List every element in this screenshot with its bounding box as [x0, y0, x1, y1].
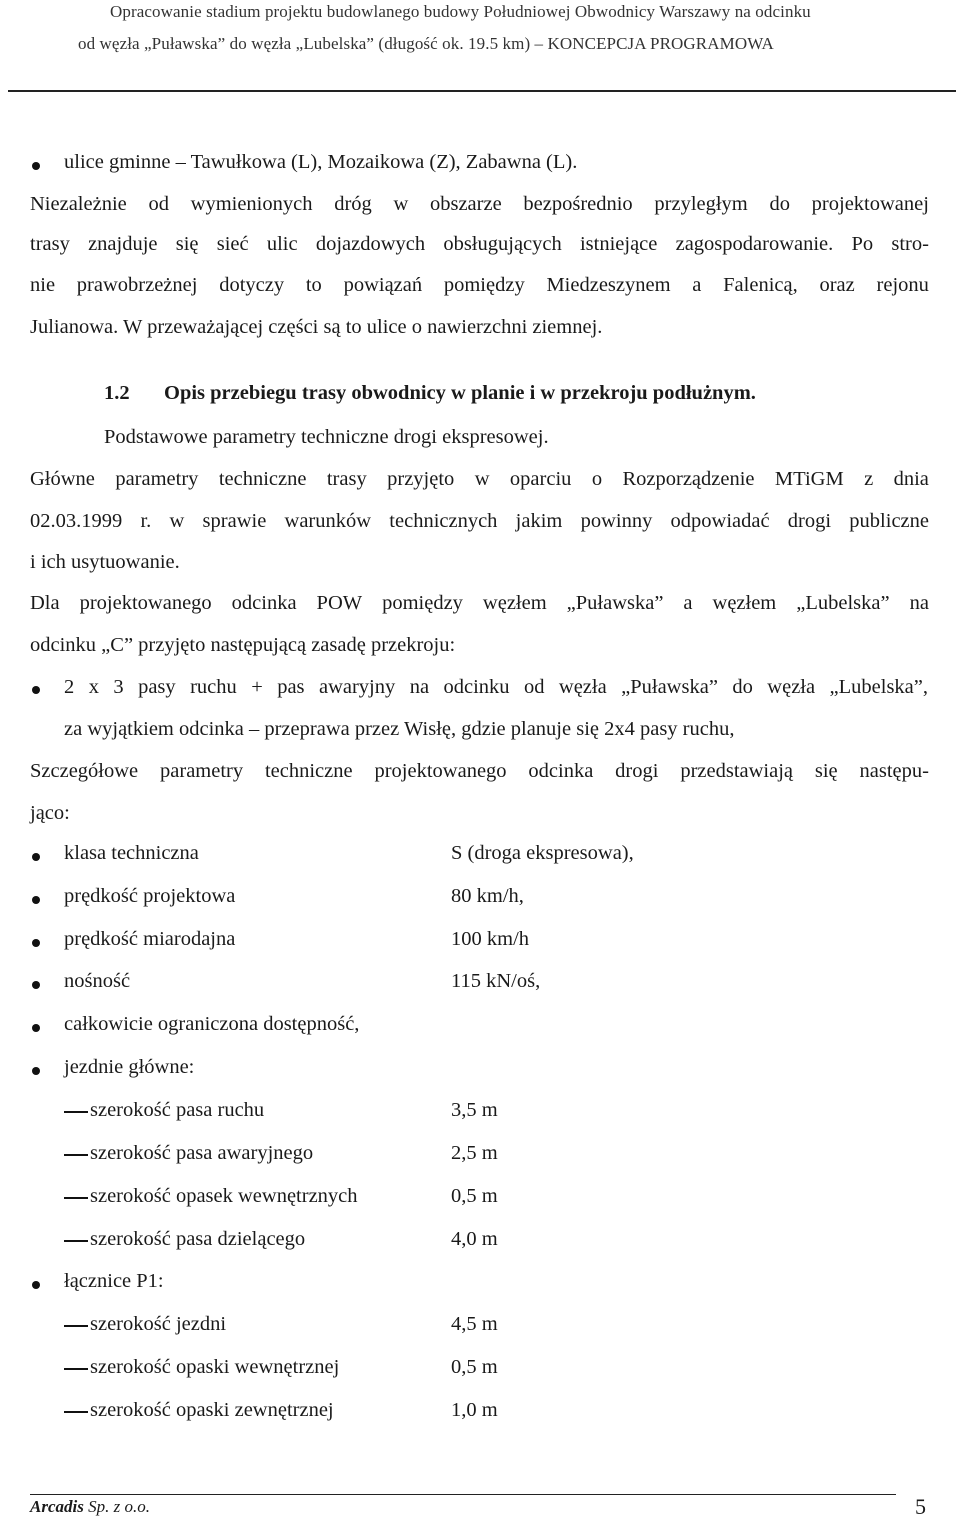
connector-label: łącznice P1:	[64, 1270, 164, 1292]
word: drogi	[787, 510, 832, 532]
word: trasy	[326, 468, 367, 490]
param-label: prędkość projektowa	[64, 885, 236, 907]
word: Główne	[30, 468, 95, 490]
connector-item-label: szerokość jezdni	[90, 1313, 227, 1335]
word: pas	[277, 676, 305, 698]
word: do	[732, 676, 753, 698]
word: przyległym	[654, 193, 748, 215]
section-number: 1.2	[104, 382, 130, 404]
word: nie	[30, 274, 56, 296]
bullet-icon	[32, 1281, 40, 1289]
word: Falenicą,	[723, 274, 798, 296]
param-value: 80 km/h,	[451, 885, 524, 907]
connector-item-value: 4,5 m	[451, 1313, 498, 1335]
word: węzła	[558, 676, 607, 698]
word: dojazdowych	[315, 233, 426, 255]
word: węzła	[767, 676, 816, 698]
word: projektowanego	[79, 592, 212, 614]
header-line-1: Opracowanie stadium projektu budowlanego budowy Południowej Obwodnicy Warszawy na odcinku	[110, 2, 811, 21]
word: oparciu	[509, 468, 572, 490]
word: przyjęto	[387, 468, 455, 490]
param-value: 100 km/h	[451, 928, 530, 950]
word: 02.03.1999	[30, 510, 123, 532]
word: to	[305, 274, 322, 296]
word: jakim	[515, 510, 563, 532]
word: warunków	[284, 510, 372, 532]
word: się	[814, 760, 838, 782]
word: następu-	[859, 760, 929, 782]
header-rule	[8, 90, 956, 92]
word: publiczne	[849, 510, 929, 532]
bullet-icon	[32, 981, 40, 989]
word: oraz	[819, 274, 855, 296]
carriageway-label: szerokość pasa ruchu	[90, 1099, 265, 1121]
word: pomiędzy	[443, 274, 525, 296]
word: awaryjny	[318, 676, 396, 698]
word: ulic	[266, 233, 298, 255]
carriageway-label: szerokość pasa dzielącego	[90, 1228, 306, 1250]
word: drogi	[615, 760, 659, 782]
param-label: klasa techniczna	[64, 842, 199, 864]
company-name: Arcadis	[30, 1497, 84, 1516]
connector-item-value: 1,0 m	[451, 1399, 498, 1421]
word: bezpośrednio	[523, 193, 633, 215]
word: Po	[851, 233, 874, 255]
word: dnia	[893, 468, 929, 490]
word: parametry	[160, 760, 244, 782]
header-line-2: od węzła „Puławska” do węzła „Lubelska” (długość ok. 19.5 km) – KONCEPCJA PROGRAMOWA	[78, 34, 774, 53]
footer-company	[30, 1497, 150, 1517]
word: o	[591, 468, 603, 490]
word: wymienionych	[190, 193, 313, 215]
param-label: jezdnie główne:	[64, 1056, 195, 1078]
word: na	[909, 592, 929, 614]
word: Rozporządzenie	[622, 468, 755, 490]
word: rejonu	[876, 274, 929, 296]
footer-rule	[30, 1494, 896, 1495]
word: Dla	[30, 592, 60, 614]
para1-line-4: Julianowa. W przeważającej części są to ulice o nawierzchni ziemnej.	[30, 316, 603, 338]
word: r.	[140, 510, 152, 532]
bullet-icon	[32, 1024, 40, 1032]
word: od	[148, 193, 169, 215]
word: powinny	[580, 510, 653, 532]
word: do	[769, 193, 790, 215]
word: parametry	[115, 468, 199, 490]
word: odpowiadać	[670, 510, 770, 532]
word: od	[523, 676, 545, 698]
param-label: nośność	[64, 970, 131, 992]
param-label: całkowicie ograniczona dostępność,	[64, 1013, 360, 1035]
word: odcinku	[443, 676, 510, 698]
word: z	[864, 468, 874, 490]
lanes-line-2: za wyjątkiem odcinka – przeprawa przez Wisłę, gdzie planuje się 2x4 pasy ruchu,	[64, 718, 735, 740]
bullet-icon	[32, 896, 40, 904]
word: dróg	[334, 193, 372, 215]
intro-bullet-text: ulice gminne – Tawułkowa (L), Mozaikowa (Z), Zabawna (L).	[64, 151, 578, 173]
word: istniejące	[579, 233, 658, 255]
word: techniczne	[264, 760, 353, 782]
bullet-icon	[32, 1067, 40, 1075]
word: „Lubelska”,	[829, 676, 928, 698]
word: sieć	[216, 233, 249, 255]
word: „Lubelska”	[796, 592, 890, 614]
word: projektowanego	[374, 760, 507, 782]
para2-line-3: i ich usytuowanie.	[30, 551, 180, 573]
word: zagospodarowanie.	[675, 233, 834, 255]
carriageway-value: 0,5 m	[451, 1185, 498, 1207]
page-number: 5	[915, 1494, 926, 1519]
word: odcinka	[231, 592, 297, 614]
para3-line-1	[30, 592, 929, 615]
para1-line-3	[30, 274, 929, 297]
word: na	[409, 676, 430, 698]
connector-item-value: 0,5 m	[451, 1356, 498, 1378]
word: w	[474, 468, 490, 490]
bullet-icon	[32, 162, 40, 170]
bullet-icon	[32, 939, 40, 947]
dash-icon	[64, 1240, 88, 1242]
word: 3	[113, 676, 124, 698]
dash-icon	[64, 1111, 88, 1113]
word: węzłem	[712, 592, 777, 614]
section-title: Opis przebiegu trasy obwodnicy w planie i w przekroju podłużnym.	[164, 382, 756, 404]
para2-line-1	[30, 468, 929, 491]
word: technicznych	[389, 510, 498, 532]
dash-icon	[64, 1411, 88, 1413]
para1-line-2	[30, 233, 929, 256]
carriageway-label: szerokość opasek wewnętrznych	[90, 1185, 358, 1207]
section-subtitle: Podstawowe parametry techniczne drogi ekspresowej.	[104, 426, 549, 448]
param-value: 115 kN/oś,	[451, 970, 541, 992]
word: obszarze	[429, 193, 502, 215]
word: pomiędzy	[382, 592, 463, 614]
word: stro-	[891, 233, 929, 255]
word: w	[393, 193, 409, 215]
bullet-icon	[32, 853, 40, 861]
word: Miedzeszynem	[546, 274, 671, 296]
word: +	[251, 676, 263, 698]
dash-icon	[64, 1197, 88, 1199]
bullet-icon	[32, 686, 40, 694]
word: powiązań	[343, 274, 423, 296]
connector-item-label: szerokość opaski wewnętrznej	[90, 1356, 340, 1378]
dash-icon	[64, 1325, 88, 1327]
word: Niezależnie	[30, 193, 127, 215]
word: obsługujących	[443, 233, 562, 255]
word: w	[169, 510, 185, 532]
word: pasy	[138, 676, 176, 698]
word: znajduje	[88, 233, 158, 255]
word: MTiGM	[774, 468, 844, 490]
para1-line-1	[30, 193, 929, 216]
carriageway-value: 2,5 m	[451, 1142, 498, 1164]
word: się	[175, 233, 199, 255]
word: a	[683, 592, 693, 614]
word: ruchu	[190, 676, 237, 698]
word: a	[692, 274, 702, 296]
param-value: S (droga ekspresowa),	[451, 842, 634, 864]
connector-item-label: szerokość opaski zewnętrznej	[90, 1399, 334, 1421]
word: „Puławska”	[566, 592, 664, 614]
word: 2	[64, 676, 75, 698]
company-suffix: Sp. z o.o.	[88, 1497, 150, 1516]
word: projektowanej	[811, 193, 929, 215]
word: techniczne	[218, 468, 307, 490]
word: prawobrzeżnej	[76, 274, 198, 296]
para3-line-2: odcinku „C” przyjęto następującą zasadę przekroju:	[30, 634, 456, 656]
word: sprawie	[202, 510, 267, 532]
para4-line-2: jąco:	[30, 802, 70, 824]
carriageway-value: 4,0 m	[451, 1228, 498, 1250]
word: węzłem	[482, 592, 547, 614]
word: POW	[316, 592, 363, 614]
param-label: prędkość miarodajna	[64, 928, 236, 950]
word: trasy	[30, 233, 70, 255]
word: Szczegółowe	[30, 760, 139, 782]
dash-icon	[64, 1154, 88, 1156]
carriageway-value: 3,5 m	[451, 1099, 498, 1121]
dash-icon	[64, 1368, 88, 1370]
word: „Puławska”	[621, 676, 718, 698]
para2-line-2	[30, 510, 929, 533]
word: dotyczy	[219, 274, 285, 296]
lanes-line-1	[64, 676, 928, 699]
word: przedstawiają	[680, 760, 794, 782]
word: odcinka	[528, 760, 594, 782]
carriageway-label: szerokość pasa awaryjnego	[90, 1142, 314, 1164]
para4-line-1	[30, 760, 929, 783]
word: x	[88, 676, 99, 698]
